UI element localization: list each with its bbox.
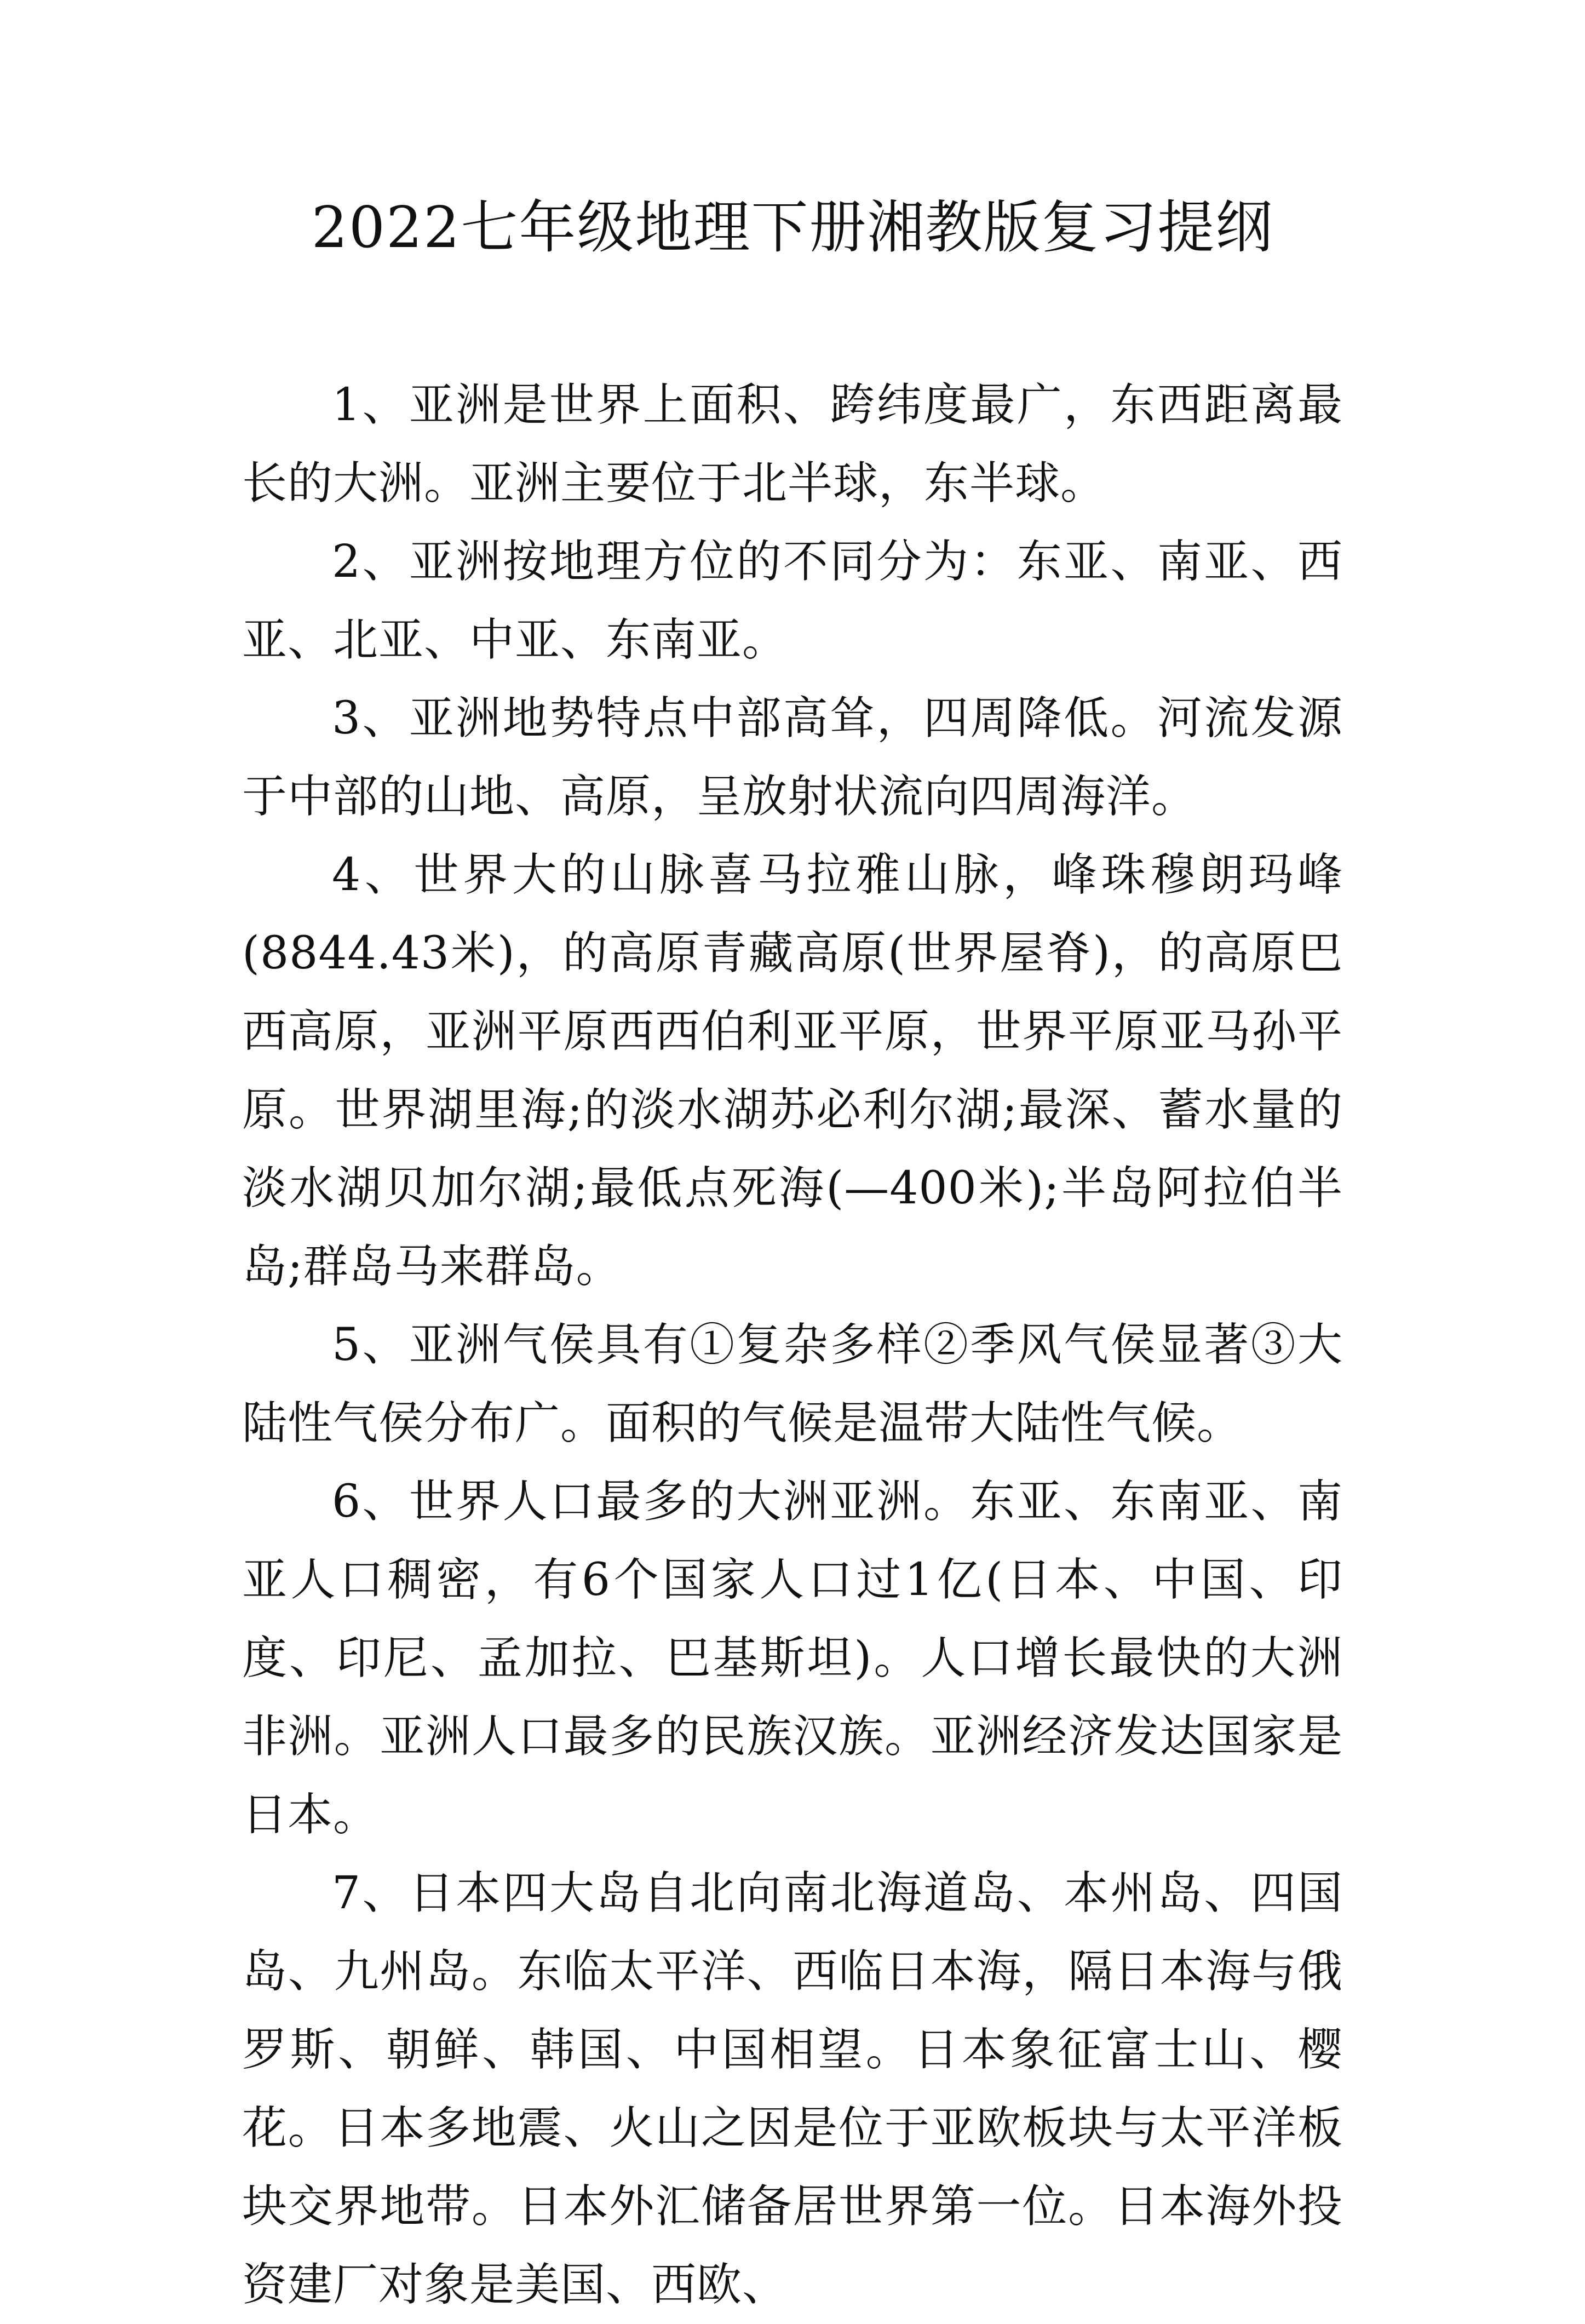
paragraph-3: 3、亚洲地势特点中部高耸，四周降低。河流发源于中部的山地、高原，呈放射状流向四周海洋。	[242, 692, 1343, 823]
document-title: 2022七年级地理下册湘教版复习提纲	[311, 194, 1274, 261]
paragraph-6: 6、世界人口最多的大洲亚洲。东亚、东南亚、南亚人口稠密，有6个国家人口过1亿(日本、中国、印度、印尼、孟加拉、巴基斯坦)。人口增长最快的大洲非洲。亚洲人口最多的民族汉族。亚洲经济发达国家是日本。	[242, 1476, 1343, 1841]
document-body	[242, 366, 1343, 2324]
paragraph-1: 1、亚洲是世界上面积、跨纬度最广，东西距离最长的大洲。亚洲主要位于北半球，东半球。	[242, 379, 1343, 509]
paragraph-7: 7、日本四大岛自北向南北海道岛、本州岛、四国岛、九州岛。东临太平洋、西临日本海，隔日本海与俄罗斯、朝鲜、韩国、中国相望。日本象征富士山、樱花。日本多地震、火山之因是位于亚欧板块与太平洋板块交界地带。日本外汇储备居世界第一位。日本海外投资建厂对象是美国、西欧、	[242, 1867, 1343, 2311]
paragraph-5: 5、亚洲气侯具有①复杂多样②季风气侯显著③大陆性气侯分布广。面积的气候是温带大陆性气候。	[242, 1319, 1343, 1449]
paragraph-2: 2、亚洲按地理方位的不同分为：东亚、南亚、西亚、北亚、中亚、东南亚。	[242, 536, 1343, 666]
paragraph-4: 4、世界大的山脉喜马拉雅山脉，峰珠穆朗玛峰(8844.43米)，的高原青藏高原(世界屋脊)，的高原巴西高原，亚洲平原西西伯利亚平原，世界平原亚马孙平原。世界湖里海;的淡水湖苏必利尔湖;最深、蓄水量的淡水湖贝加尔湖;最低点死海(—400米);半岛阿拉伯半岛;群岛马来群岛。	[242, 849, 1343, 1293]
